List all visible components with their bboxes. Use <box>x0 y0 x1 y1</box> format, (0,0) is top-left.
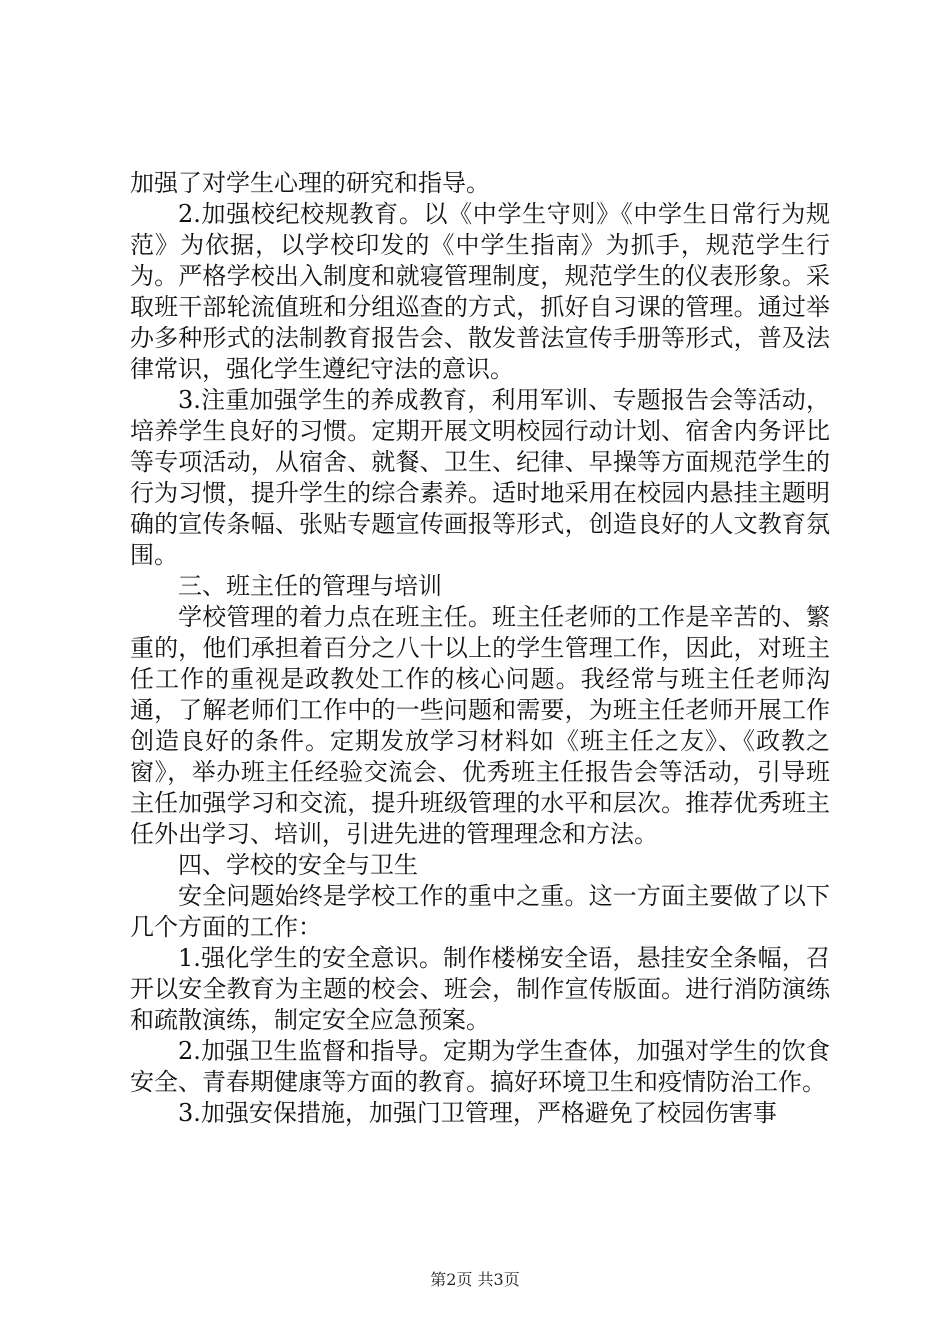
paragraph-continuation: 加强了对学生心理的研究和指导。 <box>130 169 490 197</box>
paragraph-habit-education: 3.注重加强学生的养成教育，利用军训、专题报告会等活动，培养学生良好的习惯。定期开展文明校园行动计划、宿舍内务评比等专项活动，从宿舍、就餐、卫生、纪律、早操等方面规范学生的行为习惯，提升学生的综合素养。适时地采用在校园内悬挂主题明确的宣传条幅、张贴专题宣传画报等形式，创造良好的人文教育氛围。 <box>130 386 830 569</box>
paragraph-safety-intro: 安全问题始终是学校工作的重中之重。这一方面主要做了以下几个方面的工作： <box>130 882 830 941</box>
paragraph-safety-awareness: 1.强化学生的安全意识。制作楼梯安全语，悬挂安全条幅，召开以安全教育为主题的校会、班会，制作宣传版面。进行消防演练和疏散演练，制定安全应急预案。 <box>130 944 830 1034</box>
document-body <box>130 168 830 1129</box>
paragraph-hygiene: 2.加强卫生监督和指导。定期为学生查体，加强对学生的饮食安全、青春期健康等方面的教育。搞好环境卫生和疫情防治工作。 <box>130 1037 830 1096</box>
section-heading-safety-hygiene: 四、学校的安全与卫生 <box>178 851 418 879</box>
section-heading-head-teacher: 三、班主任的管理与培训 <box>178 572 442 600</box>
paragraph-security: 3.加强安保措施，加强门卫管理，严格避免了校园伤害事 <box>178 1099 777 1127</box>
page-footer: 第2页 共3页 <box>430 1270 520 1289</box>
paragraph-discipline-education: 2.加强校纪校规教育。以《中学生守则》《中学生日常行为规范》为依据，以学校印发的《中学生指南》为抓手，规范学生行为。严格学校出入制度和就寝管理制度，规范学生的仪表形象。采取班干部轮流值班和分组巡查的方式，抓好自习课的管理。通过举办多种形式的法制教育报告会、散发普法宣传手册等形式，普及法律常识，强化学生遵纪守法的意识。 <box>130 200 830 383</box>
paragraph-head-teacher: 学校管理的着力点在班主任。班主任老师的工作是辛苦的、繁重的，他们承担着百分之八十以上的学生管理工作，因此，对班主任工作的重视是政教处工作的核心问题。我经常与班主任老师沟通，了解老师们工作中的一些问题和需要，为班主任老师开展工作创造良好的条件。定期发放学习材料如《班主任之友》、《政教之窗》，举办班主任经验交流会、优秀班主任报告会等活动，引导班主任加强学习和交流，提升班级管理的水平和层次。推荐优秀班主任外出学习、培训，引进先进的管理理念和方法。 <box>130 603 830 848</box>
